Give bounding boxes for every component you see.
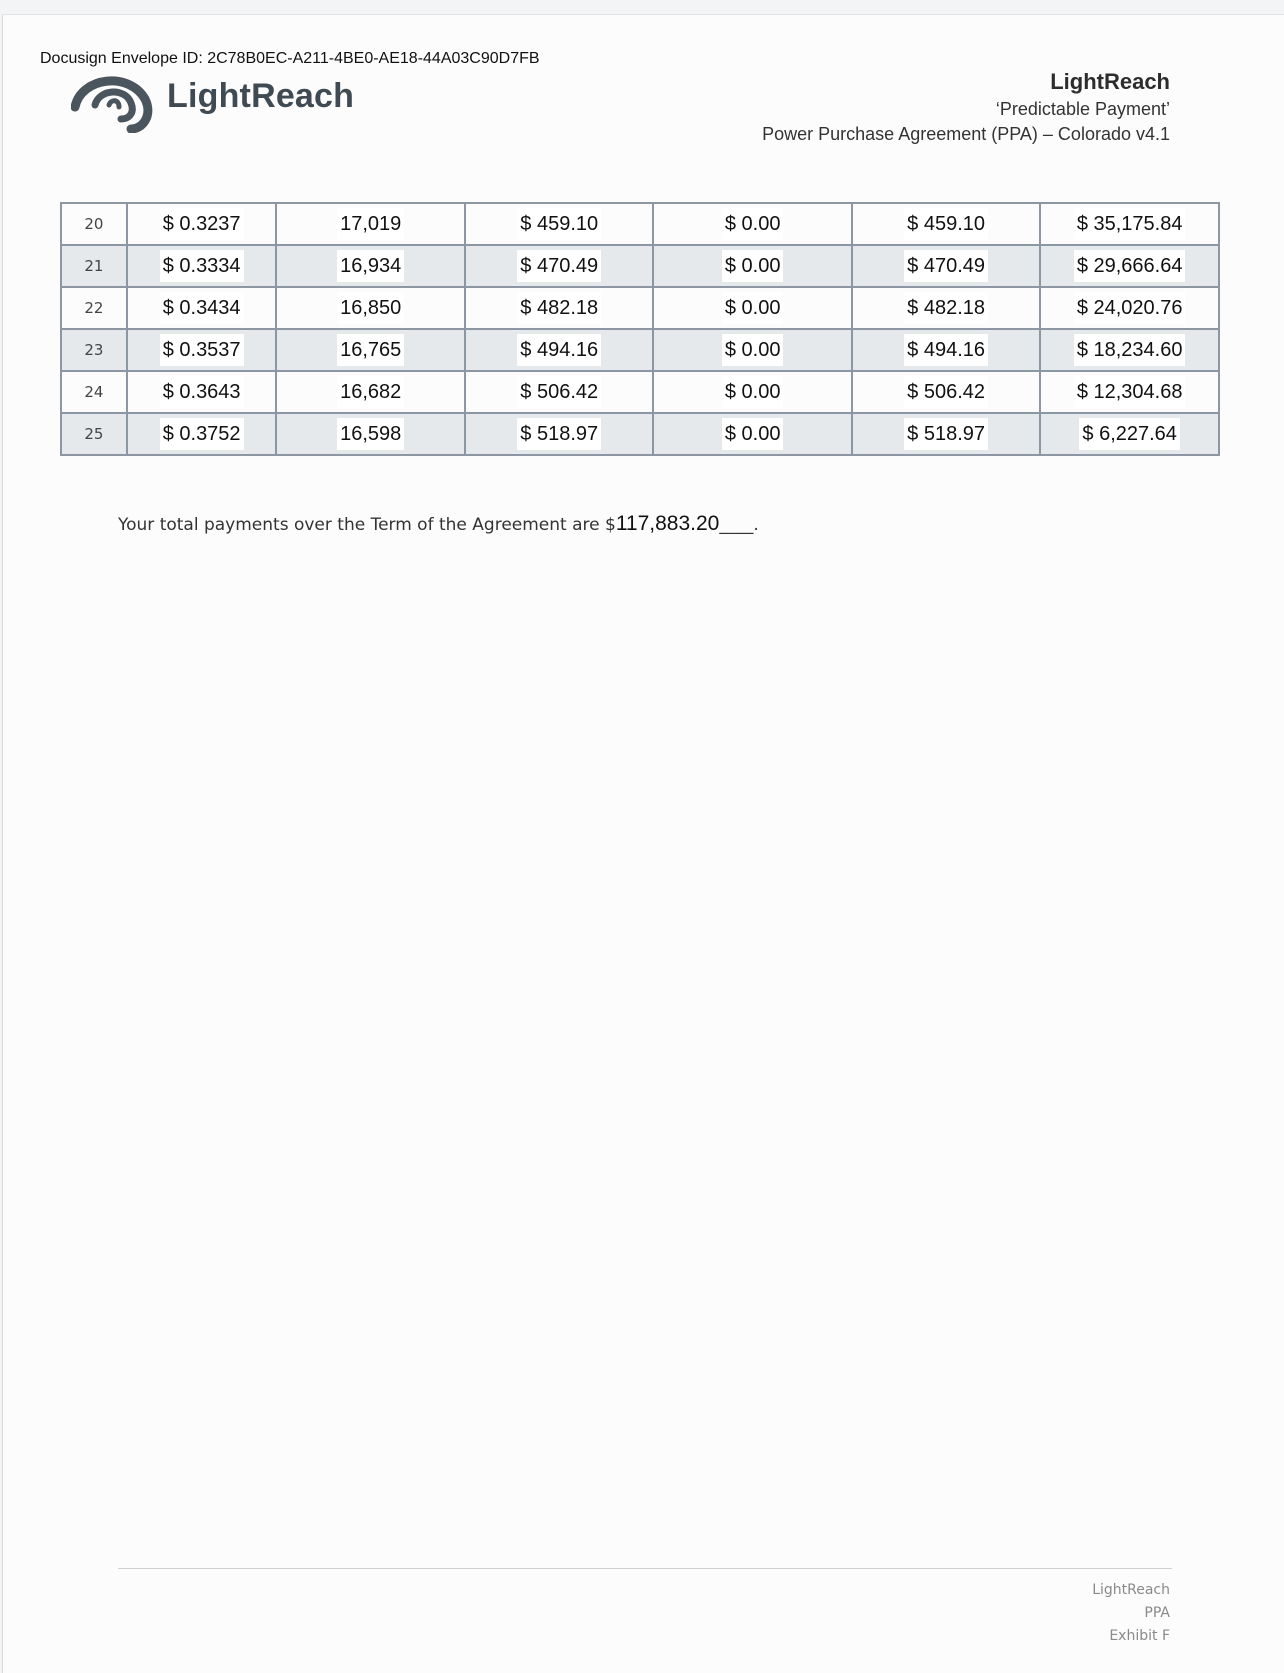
table-cell [276, 287, 465, 329]
cell-value: $ 6,227.64 [1079, 418, 1180, 450]
table-row [61, 371, 1219, 413]
cell-value: $ 0.3334 [160, 250, 244, 282]
header-subtitle: ‘Predictable Payment’ [995, 99, 1170, 119]
table-cell [653, 413, 851, 455]
table-cell [852, 245, 1041, 287]
cell-value: $ 29,666.64 [1074, 250, 1186, 282]
cell-value: $ 0.00 [722, 292, 784, 324]
table-cell [1040, 413, 1219, 455]
cell-value: 16,850 [337, 292, 404, 324]
document-page [2, 14, 1284, 1673]
cell-value: $ 470.49 [904, 250, 988, 282]
table-cell [276, 371, 465, 413]
table-cell [653, 245, 851, 287]
table-cell [1040, 329, 1219, 371]
cell-value: $ 518.97 [904, 418, 988, 450]
table-row [61, 329, 1219, 371]
cell-value: 17,019 [337, 208, 404, 240]
year-cell [61, 203, 127, 245]
cell-value: $ 24,020.76 [1074, 292, 1186, 324]
total-payments-line [118, 512, 759, 536]
table-cell [653, 329, 851, 371]
cell-value: $ 12,304.68 [1074, 376, 1186, 408]
cell-value: $ 518.97 [517, 418, 601, 450]
page-footer [1092, 1579, 1170, 1648]
footer-brand: LightReach [1092, 1582, 1170, 1598]
cell-value: $ 506.42 [904, 376, 988, 408]
logo-wordmark: LightReach [167, 77, 355, 115]
cell-value: $ 0.3537 [160, 334, 244, 366]
year-cell [61, 329, 127, 371]
table-cell [127, 245, 277, 287]
year-value: 25 [84, 425, 104, 443]
table-cell [465, 287, 654, 329]
sun-arc-logo-icon [71, 69, 157, 133]
table-cell [127, 371, 277, 413]
header-title: LightReach [1050, 69, 1170, 94]
cell-value: $ 459.10 [904, 208, 988, 240]
cell-value: $ 459.10 [517, 208, 601, 240]
year-value: 20 [84, 215, 104, 233]
cell-value: $ 0.00 [722, 250, 784, 282]
total-suffix: ____. [719, 515, 759, 535]
table-cell [852, 203, 1041, 245]
total-amount: 117,883.20 [615, 512, 720, 535]
table-row [61, 287, 1219, 329]
lightreach-logo [71, 69, 361, 133]
cell-value: $ 0.00 [722, 208, 784, 240]
table-cell [127, 413, 277, 455]
total-prefix: Your total payments over the Term of the Agreement are $ [118, 515, 616, 535]
cell-value: 16,765 [337, 334, 404, 366]
table-cell [127, 203, 277, 245]
table-cell [653, 203, 851, 245]
cell-value: $ 18,234.60 [1074, 334, 1186, 366]
table-cell [465, 203, 654, 245]
year-value: 22 [84, 299, 104, 317]
table-cell [1040, 203, 1219, 245]
table-cell [852, 329, 1041, 371]
table-cell [852, 371, 1041, 413]
header-agreement: Power Purchase Agreement (PPA) – Colorado v4.1 [762, 124, 1170, 144]
envelope-id: Docusign Envelope ID: 2C78B0EC-A211-4BE0-AE18-44A03C90D7FB [40, 50, 540, 67]
table-cell [852, 413, 1041, 455]
cell-value: $ 0.3643 [160, 376, 244, 408]
cell-value: $ 494.16 [904, 334, 988, 366]
cell-value: $ 0.00 [722, 376, 784, 408]
year-cell [61, 287, 127, 329]
table-cell [1040, 371, 1219, 413]
table-cell [465, 413, 654, 455]
table-row [61, 413, 1219, 455]
year-value: 24 [84, 383, 104, 401]
payment-schedule-table [60, 202, 1220, 456]
cell-value: $ 482.18 [517, 292, 601, 324]
table-cell [127, 287, 277, 329]
table-cell [653, 287, 851, 329]
cell-value: $ 494.16 [517, 334, 601, 366]
cell-value: $ 470.49 [517, 250, 601, 282]
table-cell [276, 413, 465, 455]
cell-value: 16,598 [337, 418, 404, 450]
table-cell [465, 329, 654, 371]
table-cell [276, 203, 465, 245]
table-cell [276, 245, 465, 287]
document-header [762, 69, 1170, 145]
cell-value: 16,682 [337, 376, 404, 408]
cell-value: $ 0.00 [722, 418, 784, 450]
table-row [61, 203, 1219, 245]
year-value: 21 [84, 257, 104, 275]
table-cell [1040, 245, 1219, 287]
table-cell [127, 329, 277, 371]
table-cell [852, 287, 1041, 329]
footer-doc: PPA [1144, 1605, 1170, 1621]
cell-value: $ 482.18 [904, 292, 988, 324]
cell-value: 16,934 [337, 250, 404, 282]
year-cell [61, 371, 127, 413]
cell-value: $ 0.3237 [160, 208, 244, 240]
year-value: 23 [84, 341, 104, 359]
table-cell [1040, 287, 1219, 329]
table-row [61, 245, 1219, 287]
cell-value: $ 35,175.84 [1074, 208, 1186, 240]
table-cell [465, 245, 654, 287]
cell-value: $ 0.3752 [160, 418, 244, 450]
year-cell [61, 245, 127, 287]
cell-value: $ 0.3434 [160, 292, 244, 324]
cell-value: $ 0.00 [722, 334, 784, 366]
year-cell [61, 413, 127, 455]
table-cell [276, 329, 465, 371]
cell-value: $ 506.42 [517, 376, 601, 408]
table-cell [653, 371, 851, 413]
footer-exhibit: Exhibit F [1109, 1628, 1170, 1644]
table-cell [465, 371, 654, 413]
footer-divider [118, 1568, 1172, 1569]
